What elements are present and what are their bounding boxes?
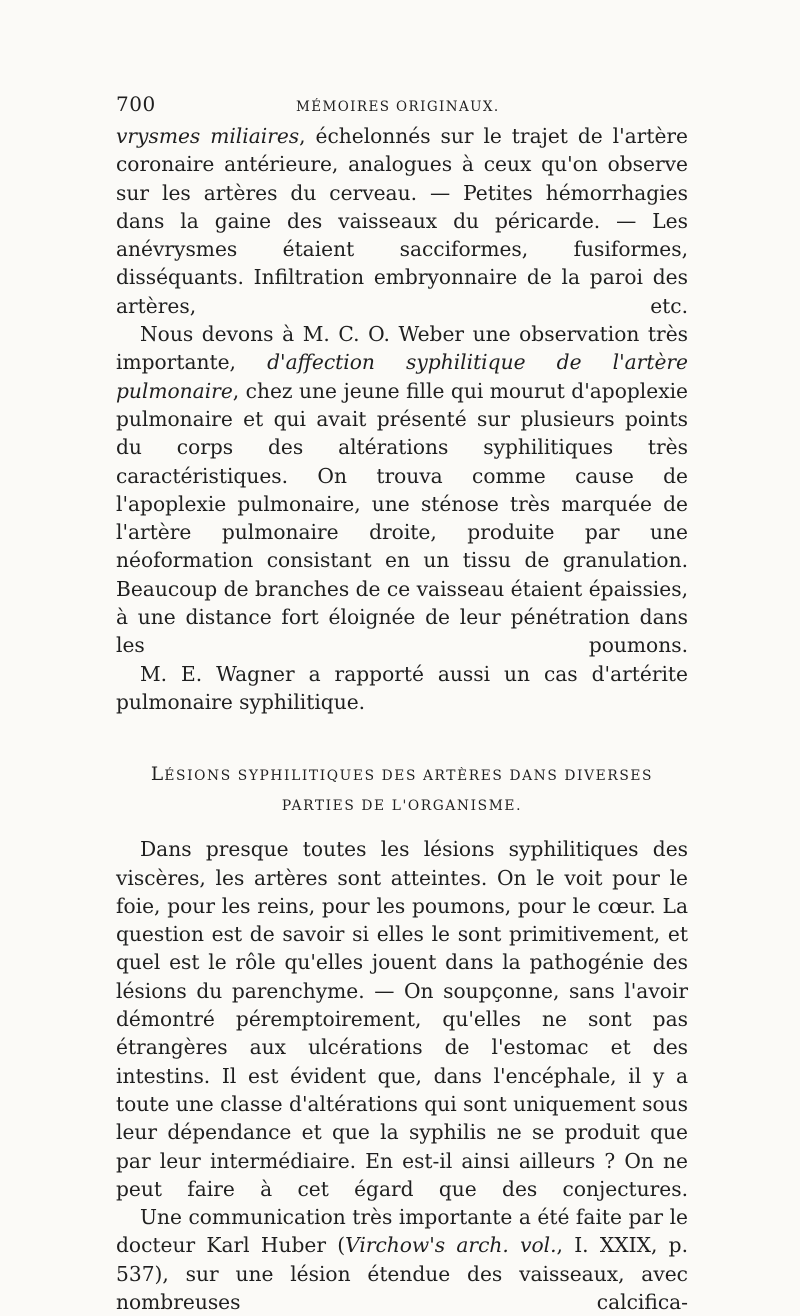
italic-term: vrysmes miliaires [116,124,300,148]
italic-title: d'affection syphilitique de l'artère pulmonaire [116,350,688,403]
page-header [116,92,688,122]
paragraph-wagner: M. E. Wagner a rapporté aussi un cas d'artérite pulmonaire syphilitique. [116,661,688,714]
italic-citation: Virchow's arch. vol. [345,1233,557,1258]
paragraph-aneurysms: vrysmes miliaires, échelonnés sur le trajet de l'artère coronaire antérieure, analogues à ceux qu'on observe sur les artères du cerveau. — Petites hémorrhagies dans la gaine des vaisseaux du péricarde. — Les anévrysmes étaient sacciformes, fusiformes, disséquants. Infiltration embryonnaire de la paroi des artères, etc. [116,124,688,318]
paragraph-lesions: Dans presque toutes les lésions syphilitiques des viscères, les artères sont atteintes. On le voit pour le foie, pour les reins, pour les poumons, pour le cœur. La question est de savoir si elles le sont primitivement, et quel est le rôle qu'elles jouent dans la pathogénie des lésions du parenchyme. — On soupçonne, sans l'avoir démontré péremptoirement, qu'elles ne sont pas étrangères aux ulcérations de l'estomac et des intestins. Il est évident que, dans l'encéphale, il y a toute une classe d'altérations qui sont uniquement sous leur dépendance et que la syphilis ne se produit que par leur intermédiaire. En est-il ainsi ailleurs ? On ne peut faire à cet égard que des conjectures. [116,837,688,1201]
page-number: 700 [116,92,156,116]
paragraph-weber: Nous devons à M. C. O. Weber une observation très importante, d'affection syphilitique de l'artère pulmonaire, chez une jeune fille qui mourut d'apoplexie pulmonaire et qui avait présenté sur plusieurs points du corps des altérations syphilitiques très caractéristiques. On trouva comme cause de l'apoplexie pulmonaire, une sténose très marquée de l'artère pulmonaire droite, produite par une néoformation consistant en un tissu de granulation. Beaucoup de branches de ce vaisseau étaient épaissies, à une distance fort éloignée de leur pénétration dans les poumons. [116,322,688,658]
paragraph-huber: Une communication très importante a été faite par le docteur Karl Huber (Virchow's arch. vol., I. XXIX, p. 537), sur une lésion étendue des vaisseaux, avec nombreuses calcifica- [116,1205,688,1314]
running-title: MÉMOIRES ORIGINAUX. [296,99,500,115]
section-heading: LÉSIONS SYPHILITIQUES DES ARTÈRES DANS DIVERSES PARTIES DE L'ORGANISME. [150,764,654,815]
book-page [116,92,688,1316]
